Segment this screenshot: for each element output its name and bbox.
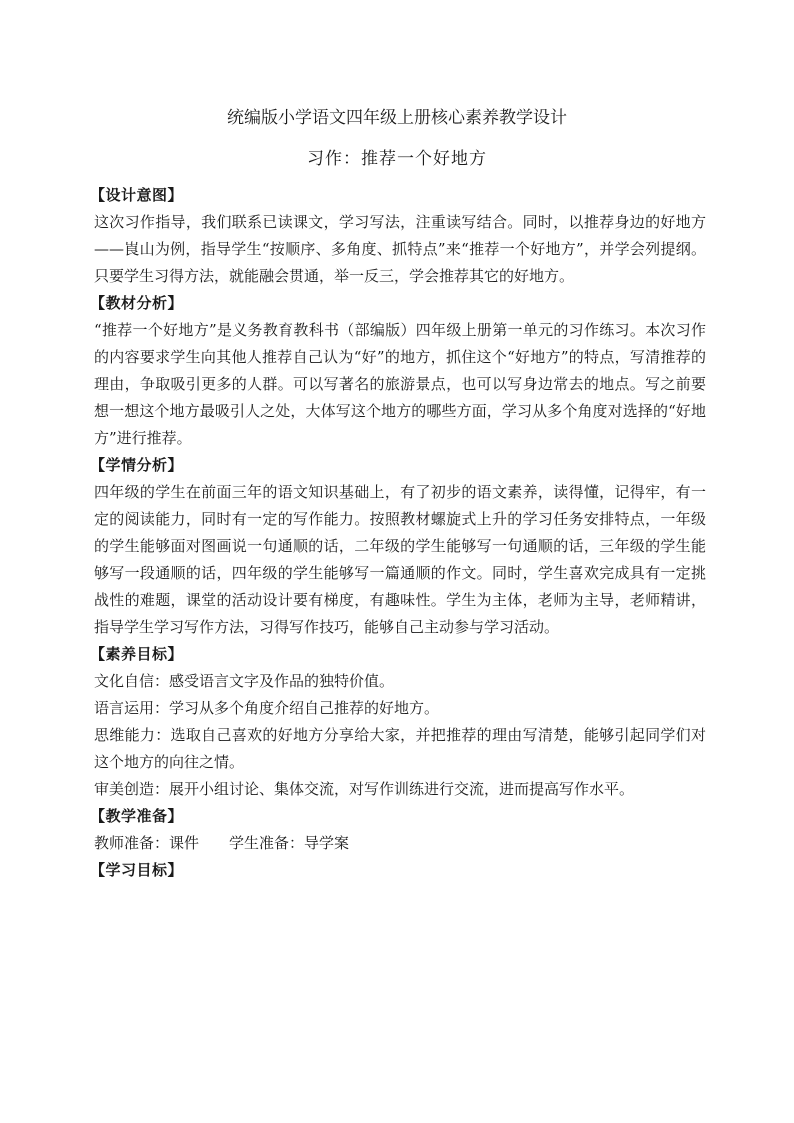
design-intent-paragraph: 这次习作指导，我们联系已读课文，学习写法，注重读写结合。同时，以推荐身边的好地方——崀山为例，指导学生“按顺序、多角度、抓特点”来“推荐一个好地方”，并学会列提纲。只要学生习得方法，就能融会贯通，举一反三，学会推荐其它的好地方。: [94, 213, 706, 285]
section-heading-student-analysis: 【学情分析】: [90, 456, 184, 474]
section-heading-literacy-goals: 【素养目标】: [90, 645, 184, 663]
literacy-goal-language: 语言运用：学习从多个角度介绍自己推荐的好地方。: [94, 699, 440, 717]
section-heading-design-intent: 【设计意图】: [90, 186, 184, 204]
teacher-prep: 教师准备：课件: [94, 834, 200, 852]
section-heading-teaching-prep: 【教学准备】: [90, 807, 184, 825]
textbook-analysis-paragraph: “推荐一个好地方”是义务教育教科书（部编版）四年级上册第一单元的习作练习。本次习作的内容要求学生向其他人推荐自己认为“好”的地方，抓住这个“好地方”的特点，写清推荐的理由，争取吸引更多的人群。可以写著名的旅游景点，也可以写身边常去的地点。写之前要想一想这个地方最吸引人之处，大体写这个地方的哪些方面，学习从多个角度对选择的“好地方”进行推荐。: [94, 321, 706, 447]
literacy-goal-aesthetic: 审美创造：展开小组讨论、集体交流，对写作训练进行交流，进而提高写作水平。: [94, 780, 635, 798]
document-title: 统编版小学语文四年级上册核心素养教学设计: [227, 108, 567, 128]
student-prep: 学生准备：导学案: [229, 834, 350, 852]
student-analysis-paragraph: 四年级的学生在前面三年的语文知识基础上，有了初步的语文素养，读得懂，记得牢，有一定的阅读能力，同时有一定的写作能力。按照教材螺旋式上升的学习任务安排特点，一年级的学生能够面对图画说一句通顺的话，二年级的学生能够写一句通顺的话，三年级的学生能够写一段通顺的话，四年级的学生能够写一篇通顺的作文。同时，学生喜欢完成具有一定挑战性的难题，课堂的活动设计要有梯度，有趣味性。学生为主体，老师为主导，老师精讲，指导学生学习写作方法，习得写作技巧，能够自己主动参与学习活动。: [94, 483, 706, 636]
teaching-prep-line: [94, 830, 706, 857]
section-heading-learning-goals: 【学习目标】: [90, 861, 184, 879]
section-heading-textbook-analysis: 【教材分析】: [90, 294, 184, 312]
literacy-goal-culture: 文化自信：感受语言文字及作品的独特价值。: [94, 672, 395, 690]
document-body: [90, 182, 706, 884]
document-subtitle: 习作：推荐一个好地方: [307, 149, 487, 169]
literacy-goal-thinking: 思维能力：选取自己喜欢的好地方分享给大家，并把推荐的理由写清楚，能够引起同学们对这个地方的向往之情。: [94, 726, 706, 771]
